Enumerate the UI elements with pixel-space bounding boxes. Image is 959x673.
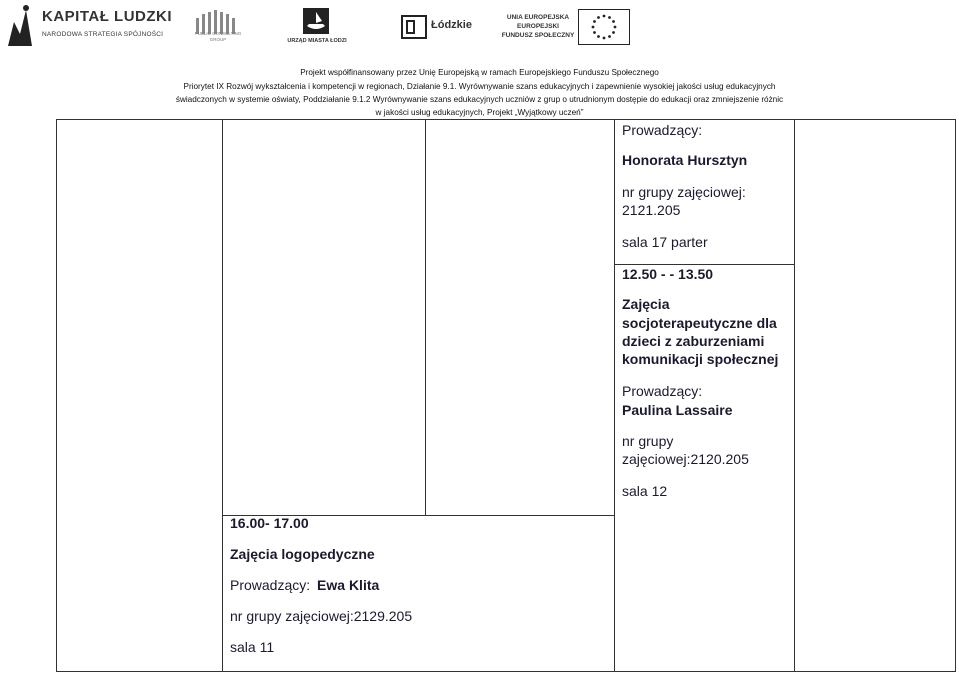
urzad-miasta-label: URZĄD MIASTA ŁODZI <box>287 38 347 44</box>
cell-mid-name: Paulina Lassaire <box>622 402 733 418</box>
cell-top-grupa-label: nr grupy zajęciowej: <box>622 184 746 200</box>
cell-top-name: Honorata Hursztyn <box>622 152 748 168</box>
cell-top-sala: sala 17 parter <box>622 234 708 250</box>
ue-line1: UNIA EUROPEJSKA <box>506 14 570 21</box>
ue-line2: EUROPEJSKI <box>517 23 559 30</box>
cell-mid-time: 12.50 - - 13.50 <box>622 266 714 282</box>
cell-mid-sala: sala 12 <box>622 483 668 499</box>
cell-mid-grupa-label: nr grupy <box>622 433 674 449</box>
table-border-top <box>56 119 956 120</box>
table-divider <box>425 119 426 516</box>
cell-bottom-sala: sala 11 <box>230 639 275 655</box>
table-border-right <box>955 119 956 672</box>
cell-mid-title-1: Zajęcia <box>622 296 670 312</box>
cell-mid-title-2: socjoterapeutyczne dla <box>622 315 777 331</box>
table-divider <box>794 119 795 672</box>
header-line-2: Priorytet IX Rozwój wykształcenia i kompetencji w regionach, Działanie 9.1. Wyrównywanie szans edukacyjnych i zapewnienie wysokiej jakości usług edukacyjnych <box>183 82 776 91</box>
cell-top-grupa-value: 2121.205 <box>622 202 681 218</box>
kapital-ludzki-title: KAPITAŁ LUDZKI <box>42 8 173 25</box>
cell-bottom-title: Zajęcia logopedyczne <box>230 546 375 562</box>
kapital-ludzki-subtitle: NARODOWA STRATEGIA SPÓJNOŚCI <box>42 31 164 38</box>
cell-bottom-prowadzacy: Prowadzący: <box>230 577 311 593</box>
cell-mid-title-3: dzieci z zaburzeniami <box>622 333 765 349</box>
cell-mid-title-4: komunikacji społecznej <box>622 351 779 367</box>
ue-line3: FUNDUSZ SPOŁECZNY <box>501 32 575 39</box>
table-divider <box>614 119 615 672</box>
header-line-1: Projekt współfinansowany przez Unię Europejską w ramach Europejskiego Funduszu Społecznego <box>300 68 659 77</box>
cell-mid-grupa-value: zajęciowej:2120.205 <box>622 451 749 467</box>
table-border-left <box>56 119 57 672</box>
header-line-4: w jakości usług edukacyjnych, Projekt „Wyjątkowy uczeń” <box>375 108 584 117</box>
cell-mid-prowadzacy: Prowadzący: <box>622 383 703 399</box>
cell-bottom-grupa: nr grupy zajęciowej:2129.205 <box>230 608 413 624</box>
table-border-bottom <box>56 671 956 672</box>
cell-bottom-name: Ewa Klita <box>317 577 380 593</box>
cell-top-prowadzacy: Prowadzący: <box>622 122 703 138</box>
cell-bottom-time: 16.00- 17.00 <box>230 515 309 531</box>
table-divider <box>222 119 223 672</box>
public-consulting-label: PUBLIC CONSULTING GROUP <box>194 31 242 42</box>
lodzkie-label: Łódzkie <box>431 19 472 31</box>
cell-bottom-prowadzacy-line <box>230 576 379 594</box>
header-line-3: świadczonych w systemie oświaty, Poddziałanie 9.1.2 Wyrównywanie szans edukacyjnych uczniów z grup o utrudnionym dostępie do edukacji oraz zmniejszenie różnic <box>175 95 784 104</box>
